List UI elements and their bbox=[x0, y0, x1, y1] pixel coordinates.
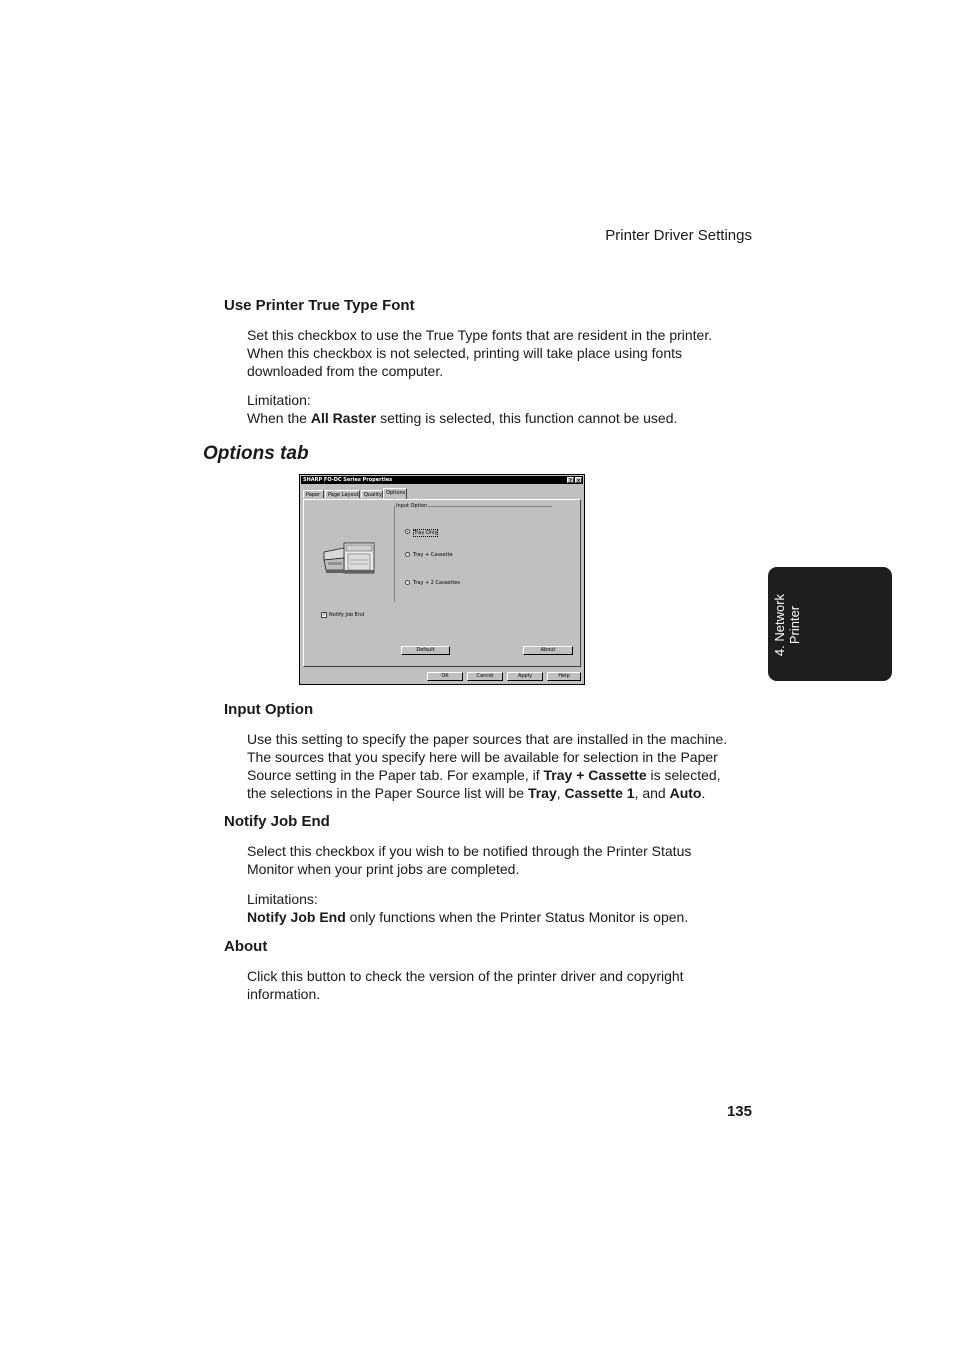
options-panel bbox=[303, 499, 581, 667]
notify-limitations-text: Notify Job End only functions when the Printer Status Monitor is open. bbox=[247, 909, 689, 925]
group-left-line bbox=[394, 506, 395, 602]
about-description: Click this button to check the version of the printer driver and copyright information. bbox=[247, 968, 684, 1002]
notify-job-end-checkbox[interactable]: ✓ bbox=[322, 612, 327, 618]
truetype-description: Set this checkbox to use the True Type fonts that are resident in the printer. When this checkbox is not selected, printing will take place using fonts downloaded from the computer. bbox=[247, 327, 713, 379]
options-tab-title: Options tab bbox=[203, 443, 309, 464]
ok-button[interactable]: OK bbox=[427, 672, 463, 681]
truetype-limitation-label: Limitation: bbox=[247, 392, 311, 408]
heading-about: About bbox=[224, 938, 268, 955]
heading-truetype: Use Printer True Type Font bbox=[224, 297, 415, 314]
label-tray-2-cassettes: Tray + 2 Cassettes bbox=[413, 580, 460, 586]
tab-quality[interactable]: Quality bbox=[361, 490, 383, 498]
tab-paper[interactable]: Paper bbox=[303, 490, 324, 498]
help-icon[interactable]: ? bbox=[567, 477, 574, 483]
close-icon[interactable]: × bbox=[576, 478, 581, 484]
default-button[interactable]: Default bbox=[401, 646, 450, 655]
properties-dialog-screenshot bbox=[299, 474, 585, 685]
radio-tray-2-cassettes[interactable] bbox=[405, 580, 410, 585]
all-raster-term: All Raster bbox=[310, 410, 377, 426]
about-button[interactable]: About bbox=[523, 646, 573, 655]
chapter-side-tab-label: 4. Network Printer bbox=[772, 593, 802, 657]
page-number: 135 bbox=[726, 1103, 752, 1120]
label-tray-only: Tray Only bbox=[414, 530, 438, 536]
heading-notify-job-end: Notify Job End bbox=[224, 813, 330, 830]
label-tray-cassette: Tray + Cassette bbox=[413, 552, 453, 558]
radio-tray-cassette[interactable] bbox=[405, 552, 410, 557]
printer-icon bbox=[322, 542, 380, 576]
radio-tray-only[interactable] bbox=[405, 529, 410, 534]
heading-input-option: Input Option bbox=[224, 701, 314, 718]
tab-options[interactable]: Options bbox=[383, 488, 407, 499]
truetype-limitation-text: When the All Raster setting is selected, this function cannot be used. bbox=[247, 410, 678, 426]
tab-page-layout[interactable]: Page Layout bbox=[325, 490, 360, 498]
notify-limitations-label: Limitations: bbox=[247, 891, 318, 907]
help-button[interactable]: Help bbox=[547, 672, 581, 681]
notify-job-end-label: Notify Job End bbox=[329, 612, 365, 618]
input-option-group-label: Input Option bbox=[396, 503, 428, 509]
apply-button[interactable]: Apply bbox=[507, 672, 543, 681]
running-header: Printer Driver Settings bbox=[605, 227, 752, 244]
cancel-button[interactable]: Cancel bbox=[467, 672, 503, 681]
notify-description: Select this checkbox if you wish to be notified through the Printer Status Monitor when your print jobs are completed. bbox=[247, 843, 692, 877]
input-option-description: Use this setting to specify the paper sources that are installed in the machine. The sources that you specify here will be available for selection in the Paper Source setting in the Paper tab. For example, if Tray + Cassette is selected, the selections in the Paper Source list will be Tray, Cassette 1, and Auto. bbox=[247, 731, 728, 801]
dialog-title: SHARP FO-DC Series Properties bbox=[303, 477, 393, 483]
dialog-titlebar bbox=[301, 476, 583, 484]
